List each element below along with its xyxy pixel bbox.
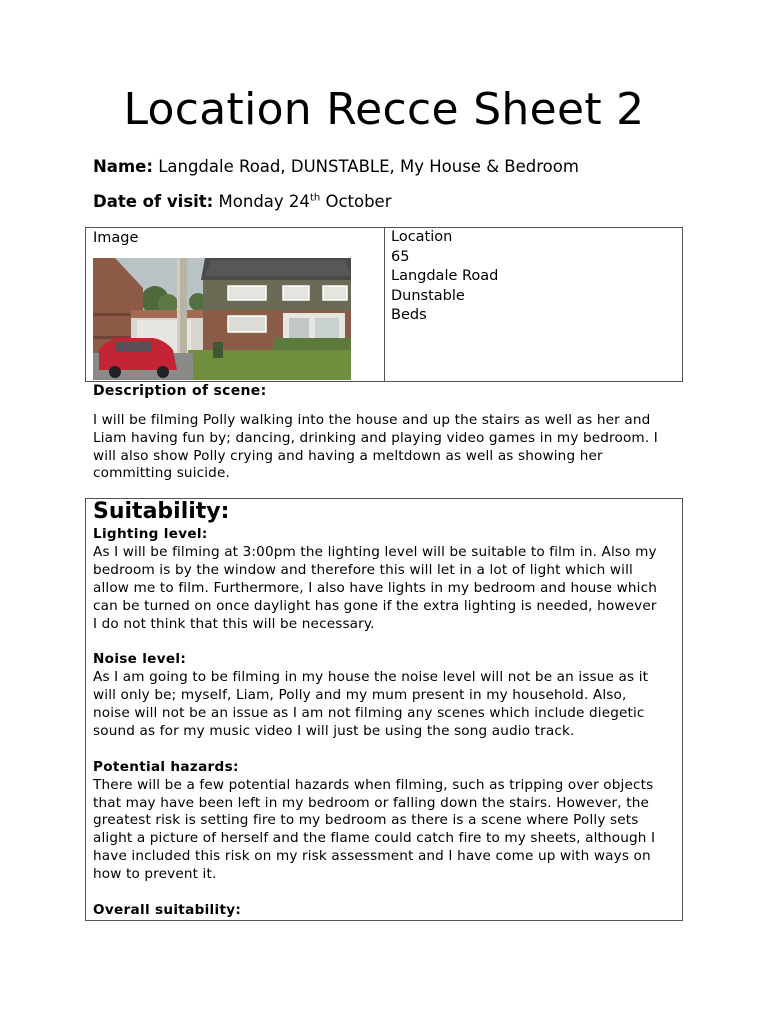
- suitability-title: Suitability:: [93, 499, 230, 524]
- suitability-box: [85, 498, 683, 921]
- suitability-content: [93, 526, 673, 920]
- suitability-line: noise will not be an issue as I am not filming any scenes which include diegetic: [93, 705, 645, 722]
- spacer: [93, 633, 673, 651]
- date-label: Date of visit:: [93, 192, 214, 211]
- suitability-line: have included this risk on my risk assessment and I have come up with ways on: [93, 848, 651, 865]
- suitability-line: greatest risk is setting fire to my bedroom as there is a scene where Polly sets: [93, 812, 639, 829]
- hazards-heading: Potential hazards:: [93, 758, 239, 775]
- date-value-prefix: Monday 24: [218, 192, 310, 211]
- suitability-line: sound as for my music video I will just be using the song audio track.: [93, 722, 575, 739]
- description-line: Liam having fun by; dancing, drinking and playing video games in my bedroom. I: [93, 429, 658, 446]
- image-cell-label: Image: [93, 230, 139, 246]
- description-line: I will be filming Polly walking into the house and up the stairs as well as her and: [93, 412, 651, 428]
- suitability-line: can be turned on once daylight has gone if the extra lighting is needed, however: [93, 597, 657, 614]
- description-heading: Description of scene:: [93, 383, 267, 399]
- name-line: [93, 157, 579, 176]
- suitability-line: alight a picture of herself and the flame could catch fire to my sheets, although I: [93, 830, 656, 847]
- date-superscript: th: [309, 192, 321, 204]
- description-body: [93, 412, 683, 483]
- spacer: [93, 884, 673, 902]
- location-cell: [391, 228, 498, 326]
- description-line: committing suicide.: [93, 465, 230, 482]
- suitability-line: As I am going to be filming in my house the noise level will not be an issue as it: [93, 669, 649, 686]
- spacer: [93, 741, 673, 759]
- date-value-suffix: October: [325, 192, 392, 211]
- location-line: Location: [391, 229, 453, 245]
- suitability-line: allow me to film. Furthermore, I also have lights in my bedroom and house which: [93, 579, 658, 596]
- location-line: 65: [391, 248, 410, 265]
- description-line: will also show Polly crying and having a meltdown as well as showing her: [93, 447, 603, 464]
- lighting-heading: Lighting level:: [93, 526, 208, 542]
- table-divider: [384, 228, 385, 381]
- location-line: Langdale Road: [391, 268, 499, 285]
- document-title: Location Recce Sheet 2: [123, 84, 645, 135]
- suitability-line: As I will be filming at 3:00pm the lighting level will be suitable to film in. Also my: [93, 543, 657, 560]
- date-line: [93, 192, 392, 211]
- suitability-line: There will be a few potential hazards when filming, such as tripping over objects: [93, 776, 654, 793]
- location-info-table: [85, 227, 683, 382]
- suitability-line: that may have been left in my bedroom or falling down the stairs. However, the: [93, 794, 649, 811]
- suitability-line: I do not think that this will be necessary.: [93, 615, 375, 632]
- location-line: Dunstable: [391, 287, 465, 304]
- location-line: Beds: [391, 307, 427, 324]
- house-photo: [93, 258, 351, 380]
- name-label: Name:: [93, 157, 153, 176]
- suitability-line: bedroom is by the window and therefore this will let in a lot of light which will: [93, 561, 633, 578]
- suitability-line: how to prevent it.: [93, 866, 217, 883]
- suitability-line: will only be; myself, Liam, Polly and my mum present in my household. Also,: [93, 687, 627, 704]
- noise-heading: Noise level:: [93, 651, 187, 668]
- overall-heading: Overall suitability:: [93, 901, 242, 918]
- name-value: Langdale Road, DUNSTABLE, My House & Bedroom: [158, 157, 579, 176]
